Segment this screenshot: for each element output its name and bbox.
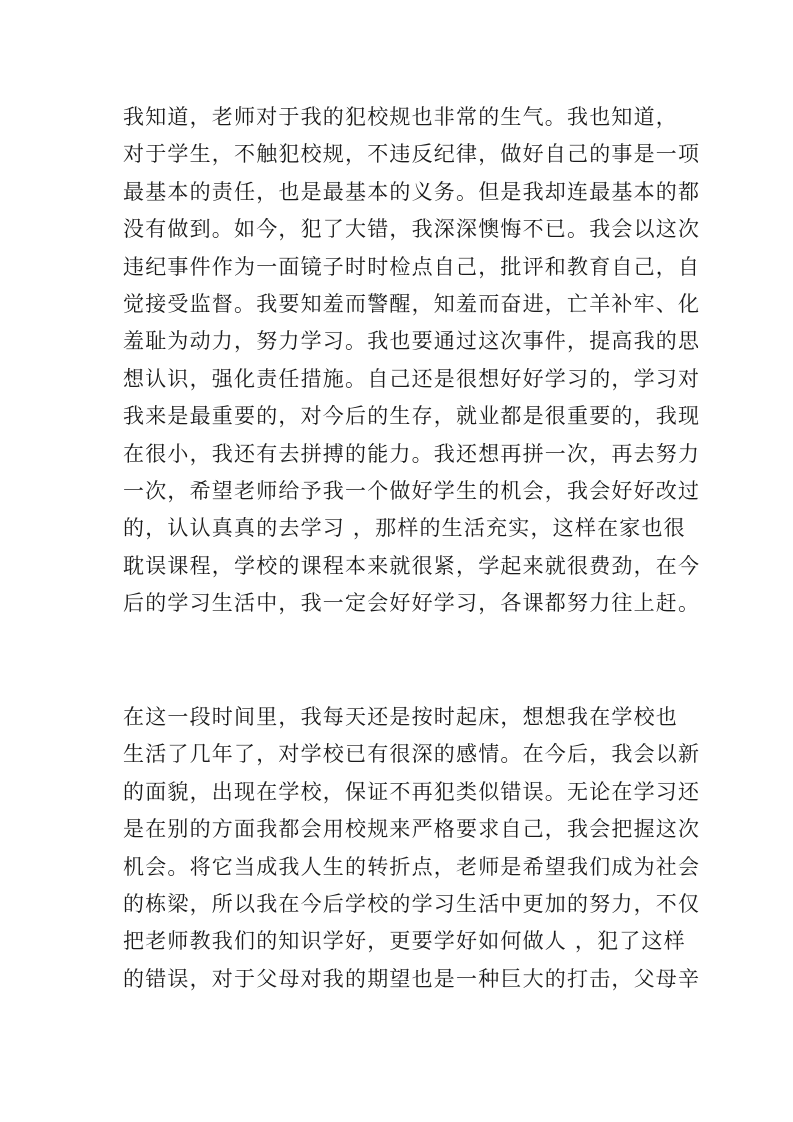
- paragraph-line: 把老师教我们的知识学好，更要学好如何做人 ，犯了这样: [123, 929, 686, 954]
- paragraph-line: 对于学生，不触犯校规，不违反纪律，做好自己的事是一项: [123, 142, 701, 167]
- paragraph-line: 在这一段时间里，我每天还是按时起床，想想我在学校也: [123, 705, 678, 729]
- paragraph-line: 的栋梁，所以我在今后学校的学习生活中更加的努力，不仅: [123, 891, 701, 916]
- paragraph-line: 的面貌，出现在学校，保证不再犯类似错误。无论在学习还: [123, 779, 701, 804]
- paragraph-line: 羞耻为动力，努力学习。我也要通过这次事件，提高我的思: [123, 329, 701, 354]
- paragraph-1: [123, 99, 701, 622]
- paragraph-line: 是在别的方面我都会用校规来严格要求自己，我会把握这次: [123, 817, 701, 842]
- paragraph-line: 违纪事件作为一面镜子时时检点自己，批评和教育自己，自: [123, 254, 701, 279]
- paragraph-line: 我来是最重要的，对今后的生存，就业都是很重要的，我现: [123, 404, 701, 429]
- paragraph-2: [123, 699, 701, 998]
- paragraph-line: 最基本的责任，也是最基本的义务。但是我却连最基本的都: [123, 179, 701, 204]
- paragraph-line: 在很小，我还有去拼搏的能力。我还想再拼一次，再去努力: [123, 441, 701, 466]
- paragraph-line: 我知道，老师对于我的犯校规也非常的生气。我也知道，: [123, 105, 678, 129]
- paragraph-line: 一次，希望老师给予我一个做好学生的机会，我会好好改过: [123, 478, 701, 503]
- paragraph-line: 的错误，对于父母对我的期望也是一种巨大的打击，父母辛: [123, 966, 701, 991]
- paragraph-line: 后的学习生活中，我一定会好好学习，各课都努力往上赶。: [123, 591, 701, 616]
- paragraph-line: 的，认认真真的去学习 ，那样的生活充实，这样在家也很: [123, 516, 686, 541]
- paragraph-line: 机会。将它当成我人生的转折点，老师是希望我们成为社会: [123, 854, 701, 879]
- paragraph-line: 觉接受监督。我要知羞而警醒，知羞而奋进，亡羊补牢、化: [123, 291, 701, 316]
- paragraph-line: 没有做到。如今，犯了大错，我深深懊悔不已。我会以这次: [123, 217, 701, 242]
- paragraph-line: 耽误课程，学校的课程本来就很紧，学起来就很费劲，在今: [123, 553, 701, 578]
- paragraph-line: 生活了几年了，对学校已有很深的感情。在今后，我会以新: [123, 742, 701, 767]
- paragraph-line: 想认识，强化责任措施。自己还是很想好好学习的，学习对: [123, 366, 701, 391]
